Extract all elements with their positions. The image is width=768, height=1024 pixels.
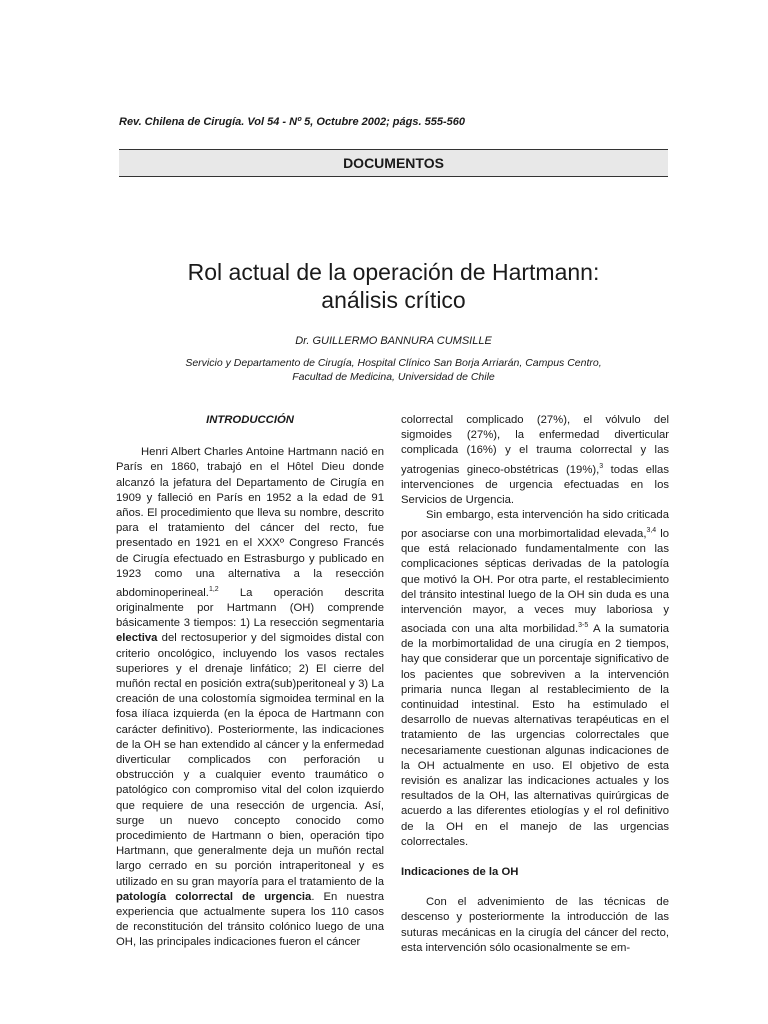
citation-superscript: 1,2 (208, 586, 219, 594)
citation-superscript: 3 (599, 462, 604, 470)
introduction-heading: INTRODUCCIÓN (206, 414, 294, 426)
citation-superscript: 3-5 (578, 622, 589, 630)
journal-reference: Rev. Chilena de Cirugía. Vol 54 - Nº 5, Octubre 2002; págs. 555-560 (119, 116, 465, 128)
section-banner: DOCUMENTOS (119, 149, 668, 177)
title-line-1: Rol actual de la operación de Hartmann: (187, 259, 600, 285)
continued-paragraph: colorrectal complicado (27%), el vólvulo del sigmoides (27%), la enfermedad diverticular complicada (16%) y el trauma colorrectal y las yatrogenias gineco-obstétricas (19%),$^3$ todas ellas intervenciones de urgencia efectuadas en los Servicios de Urgencia. (401, 414, 669, 506)
title-line-2: análisis crítico (321, 287, 466, 313)
introduction-paragraph: Henri Albert Charles Antoine Hartmann nació en París en 1860, trabajó en el Hôtel Dieu donde alcanzó la jefatura del Departamento de Cirugía en 1909 y falleció en París en 1952 a la edad de 91 años. El procedimiento que lleva su nombre, descrito para el tratamiento del cáncer del recto, fue presentado en 1921 en el XXXº Congreso Francés de Cirugía efectuado en Estrasburgo y publicado en 1923 como una alternativa a la resección abdominoperineal.$^{1,2}$ La operación descrita originalmente por Hartmann (OH) comprende básicamente 3 tiempos: 1) La resección segmentaria electiva del rectosuperior y del sigmoides distal con criterio oncológico, incluyendo los vasos rectales superiores y el drenaje linfático; 2) El cierre del muñón rectal en posición extra(sub)peritoneal y 3) La creación de una colostomía sigmoidea terminal en la fosa ilíaca izquierda (en la época de Hartmann con carácter definitivo). Posteriormente, las indicaciones de la OH se han extendido al cáncer y la enfermedad diverticular complicados con perforación u obstrucción y a cualquier evento traumático o patológico con compromiso vital del colon izquierdo que requiere de una resección de urgencia. Así, surge un nuevo concepto conocido como procedimiento de Hartmann o bien, operación tipo Hartmann, que generalmente deja un muñón rectal largo cerrado en su porción intraperitoneal y es utilizado en su gran mayoría para el tratamiento de la patología colorrectal de urgencia. En nuestra experiencia que actualmente supera los 110 casos de reconstitución del tránsito colónico luego de una OH, las principales indicaciones fueron el cáncer (116, 446, 384, 949)
article-title (119, 258, 668, 314)
indications-subheading: Indicaciones de la OH (401, 865, 519, 878)
citation-superscript: 3,4 (646, 527, 657, 535)
affiliation-line-2: Facultad de Medicina, Universidad de Chile (292, 371, 495, 383)
right-column (401, 413, 669, 956)
body-paragraph: Con el advenimiento de las técnicas de descenso y posteriormente la introducción de las suturas mecánicas en la cirugía del cáncer del recto, esta intervención sólo ocasionalmente se em- (401, 896, 669, 954)
author-name: Dr. GUILLERMO BANNURA CUMSILLE (295, 335, 492, 347)
left-column (116, 413, 384, 951)
body-paragraph: Sin embargo, esta intervención ha sido criticada por asociarse con una morbimortalidad elevada,$^{3,4}$ lo que está relacionado fundamentalmente con las complicaciones sépticas derivadas de la patología que motivó la OH. Por otra parte, el restablecimiento del tránsito intestinal luego de la OH sin duda es una intervención mayor, a veces muy laboriosa y asociada con una alta morbilidad.$^{3-5}$ A la sumatoria de la morbimortalidad de una cirugía en 2 tiempos, hay que considerar que un porcentaje significativo de los pacientes que sobreviven a la intervención primaria nunca llegan al restablecimiento de la continuidad intestinal. Esto ha estimulado el desarrollo de nuevas alternativas terapéuticas en el tratamiento de las urgencias colorrectales que necesariamente cuestionan algunas indicaciones de la OH actualmente en uso. El objetivo de esta revisión es analizar las indicaciones actuales y los resultados de la OH, las alternativas quirúrgicas de acuerdo a las diferentes etiologías y el rol definitivo de la OH en el manejo de las urgencias colorrectales. (401, 508, 669, 848)
bold-term: patología colorrectal de urgencia (116, 890, 312, 903)
author-affiliation (119, 356, 668, 384)
bold-term: electiva (116, 632, 158, 645)
affiliation-line-1: Servicio y Departamento de Cirugía, Hospital Clínico San Borja Arriarán, Campus Centro, (185, 357, 602, 369)
